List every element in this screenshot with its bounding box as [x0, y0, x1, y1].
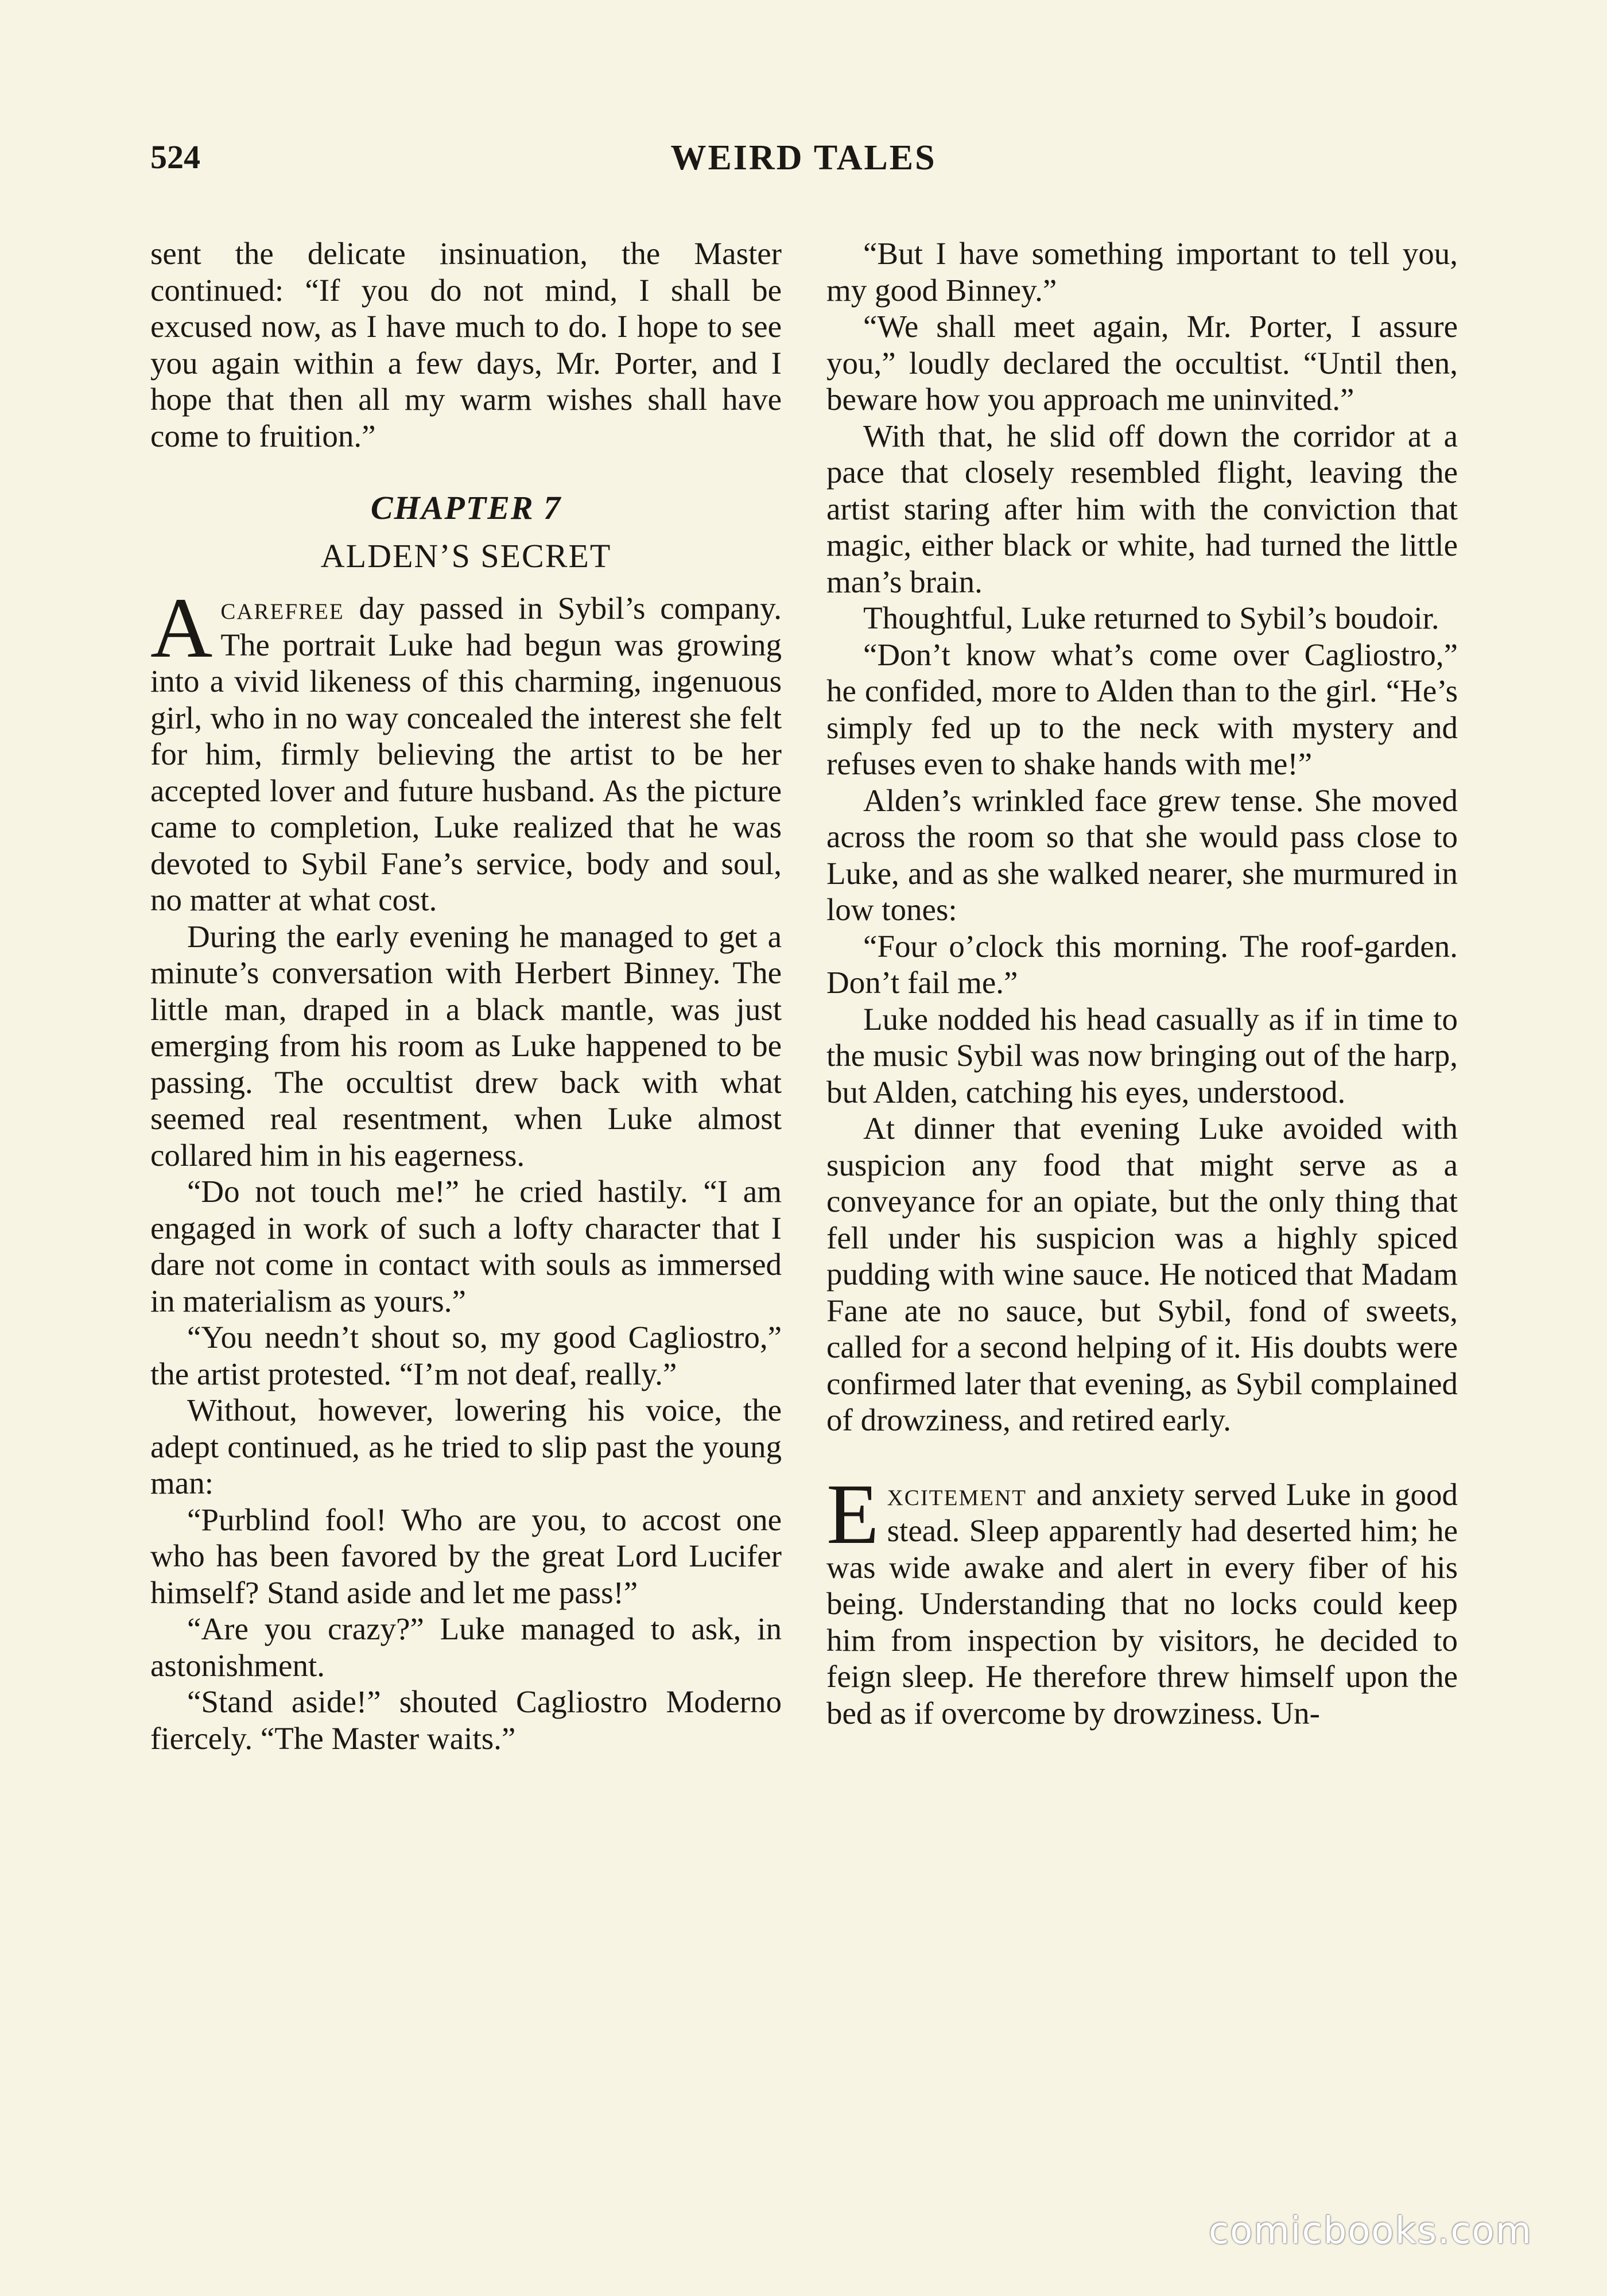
paragraph: sent the delicate insinuation, the Master continued: “If you do not mind, I shall be excused now, as I have much to do. I hope to see you again within a few days, Mr. Porter, and I hope that then all my warm wishes shall have come to fruition.” [150, 236, 782, 453]
chapter-number: CHAPTER 7 [370, 489, 562, 526]
section-opening-paragraph [826, 1466, 1458, 1732]
paragraph: Luke nodded his head casually as if in time to the music Sybil was now bringing out of the harp, but Alden, catching his eyes, understood. [826, 1001, 1458, 1110]
paragraph: “Purblind fool! Who are you, to accost one who has been favored by the great Lord Lucifer himself? Stand aside and let me pass!” [150, 1502, 782, 1610]
paragraph: Alden’s wrinkled face grew tense. She moved across the room so that she would pass close to Luke, and as she walked nearer, she murmured in low tones: [826, 782, 1458, 927]
paragraph: Without, however, lowering his voice, the adept continued, as he tried to slip past the young man: [150, 1393, 782, 1500]
paragraph: “Stand aside!” shouted Cagliostro Moderno fiercely. “The Master waits.” [150, 1684, 782, 1756]
paragraph: “Do not touch me!” he cried hastily. “I am engaged in work of such a lofty character that I dare not come in contact with souls as immersed in materialism as yours.” [150, 1174, 782, 1318]
running-head: WEIRD TALES [670, 138, 937, 177]
small-caps-lead: carefree [220, 591, 344, 626]
paragraph: “We shall meet again, Mr. Porter, I assure you,” loudly declared the occultist. “Until then, beware how you approach me uninvited.” [826, 309, 1458, 417]
paragraph: “Are you crazy?” Luke managed to ask, in astonishment. [150, 1611, 782, 1683]
paragraph-text: day passed in Sybil’s company. The portrait Luke had begun was growing into a vivid likeness of this charming, ingenuous girl, who in no way concealed the interest she felt for him, firmly believing the artist to be her accepted lover and future husband. As the picture came to completion, Luke realized that he was devoted to Sybil Fane’s service, body and soul, no matter at what cost. [150, 591, 782, 917]
paragraph-text: and anxiety served Luke in good stead. Sleep apparently had deserted him; he was wide awake and alert in every fiber of his being. Understanding that no locks could keep him from inspection by visitors, he decided to feign sleep. He therefore threw himself upon the bed as if overcome by drowziness. Un- [826, 1476, 1458, 1731]
paragraph: “You needn’t shout so, my good Cagliostro,” the artist protested. “I’m not deaf, really.” [150, 1320, 782, 1391]
small-caps-lead: xcitement [887, 1476, 1027, 1512]
chapter-opening-paragraph [150, 580, 782, 918]
drop-cap: A [150, 580, 213, 676]
paragraph: “But I have something important to tell you, my good Binney.” [826, 236, 1458, 308]
paragraph: Thoughtful, Luke returned to Sybil’s boudoir. [863, 600, 1439, 635]
section-break [826, 1438, 1458, 1476]
watermark: comicbooks.com [1208, 2210, 1532, 2252]
page-number: 524 [150, 138, 200, 176]
chapter-title: ALDEN’S SECRET [320, 537, 612, 575]
drop-cap: E [826, 1466, 879, 1562]
left-column [150, 235, 782, 1756]
paragraph: At dinner that evening Luke avoided with suspicion any food that might serve as a conveyance for an opiate, but the only thing that fell under his suspicion was a highly spiced pudding with wine sauce. He noticed that Madam Fane ate no sauce, but Sybil, fond of sweets, called for a second helping of it. His doubts were confirmed later that evening, as Sybil complained of drowziness, and retired early. [826, 1111, 1458, 1437]
right-column [826, 235, 1458, 1731]
paragraph: “Four o’clock this morning. The roof-garden. Don’t fail me.” [826, 928, 1458, 1000]
paragraph: With that, he slid off down the corridor at a pace that closely resembled flight, leaving the artist staring after him with the conviction that magic, either black or white, had turned the little man’s brain. [826, 418, 1458, 599]
paragraph: During the early evening he managed to get a minute’s conversation with Herbert Binney. The little man, draped in a black mantle, was just emerging from his room as Luke happened to be passing. The occultist drew back with what seemed real resentment, when Luke almost collared him in his eagerness. [150, 918, 782, 1173]
paragraph: “Don’t know what’s come over Cagliostro,” he confided, more to Alden than to the girl. “He’s simply fed up to the neck with mystery and refuses even to shake hands with me!” [826, 637, 1458, 781]
